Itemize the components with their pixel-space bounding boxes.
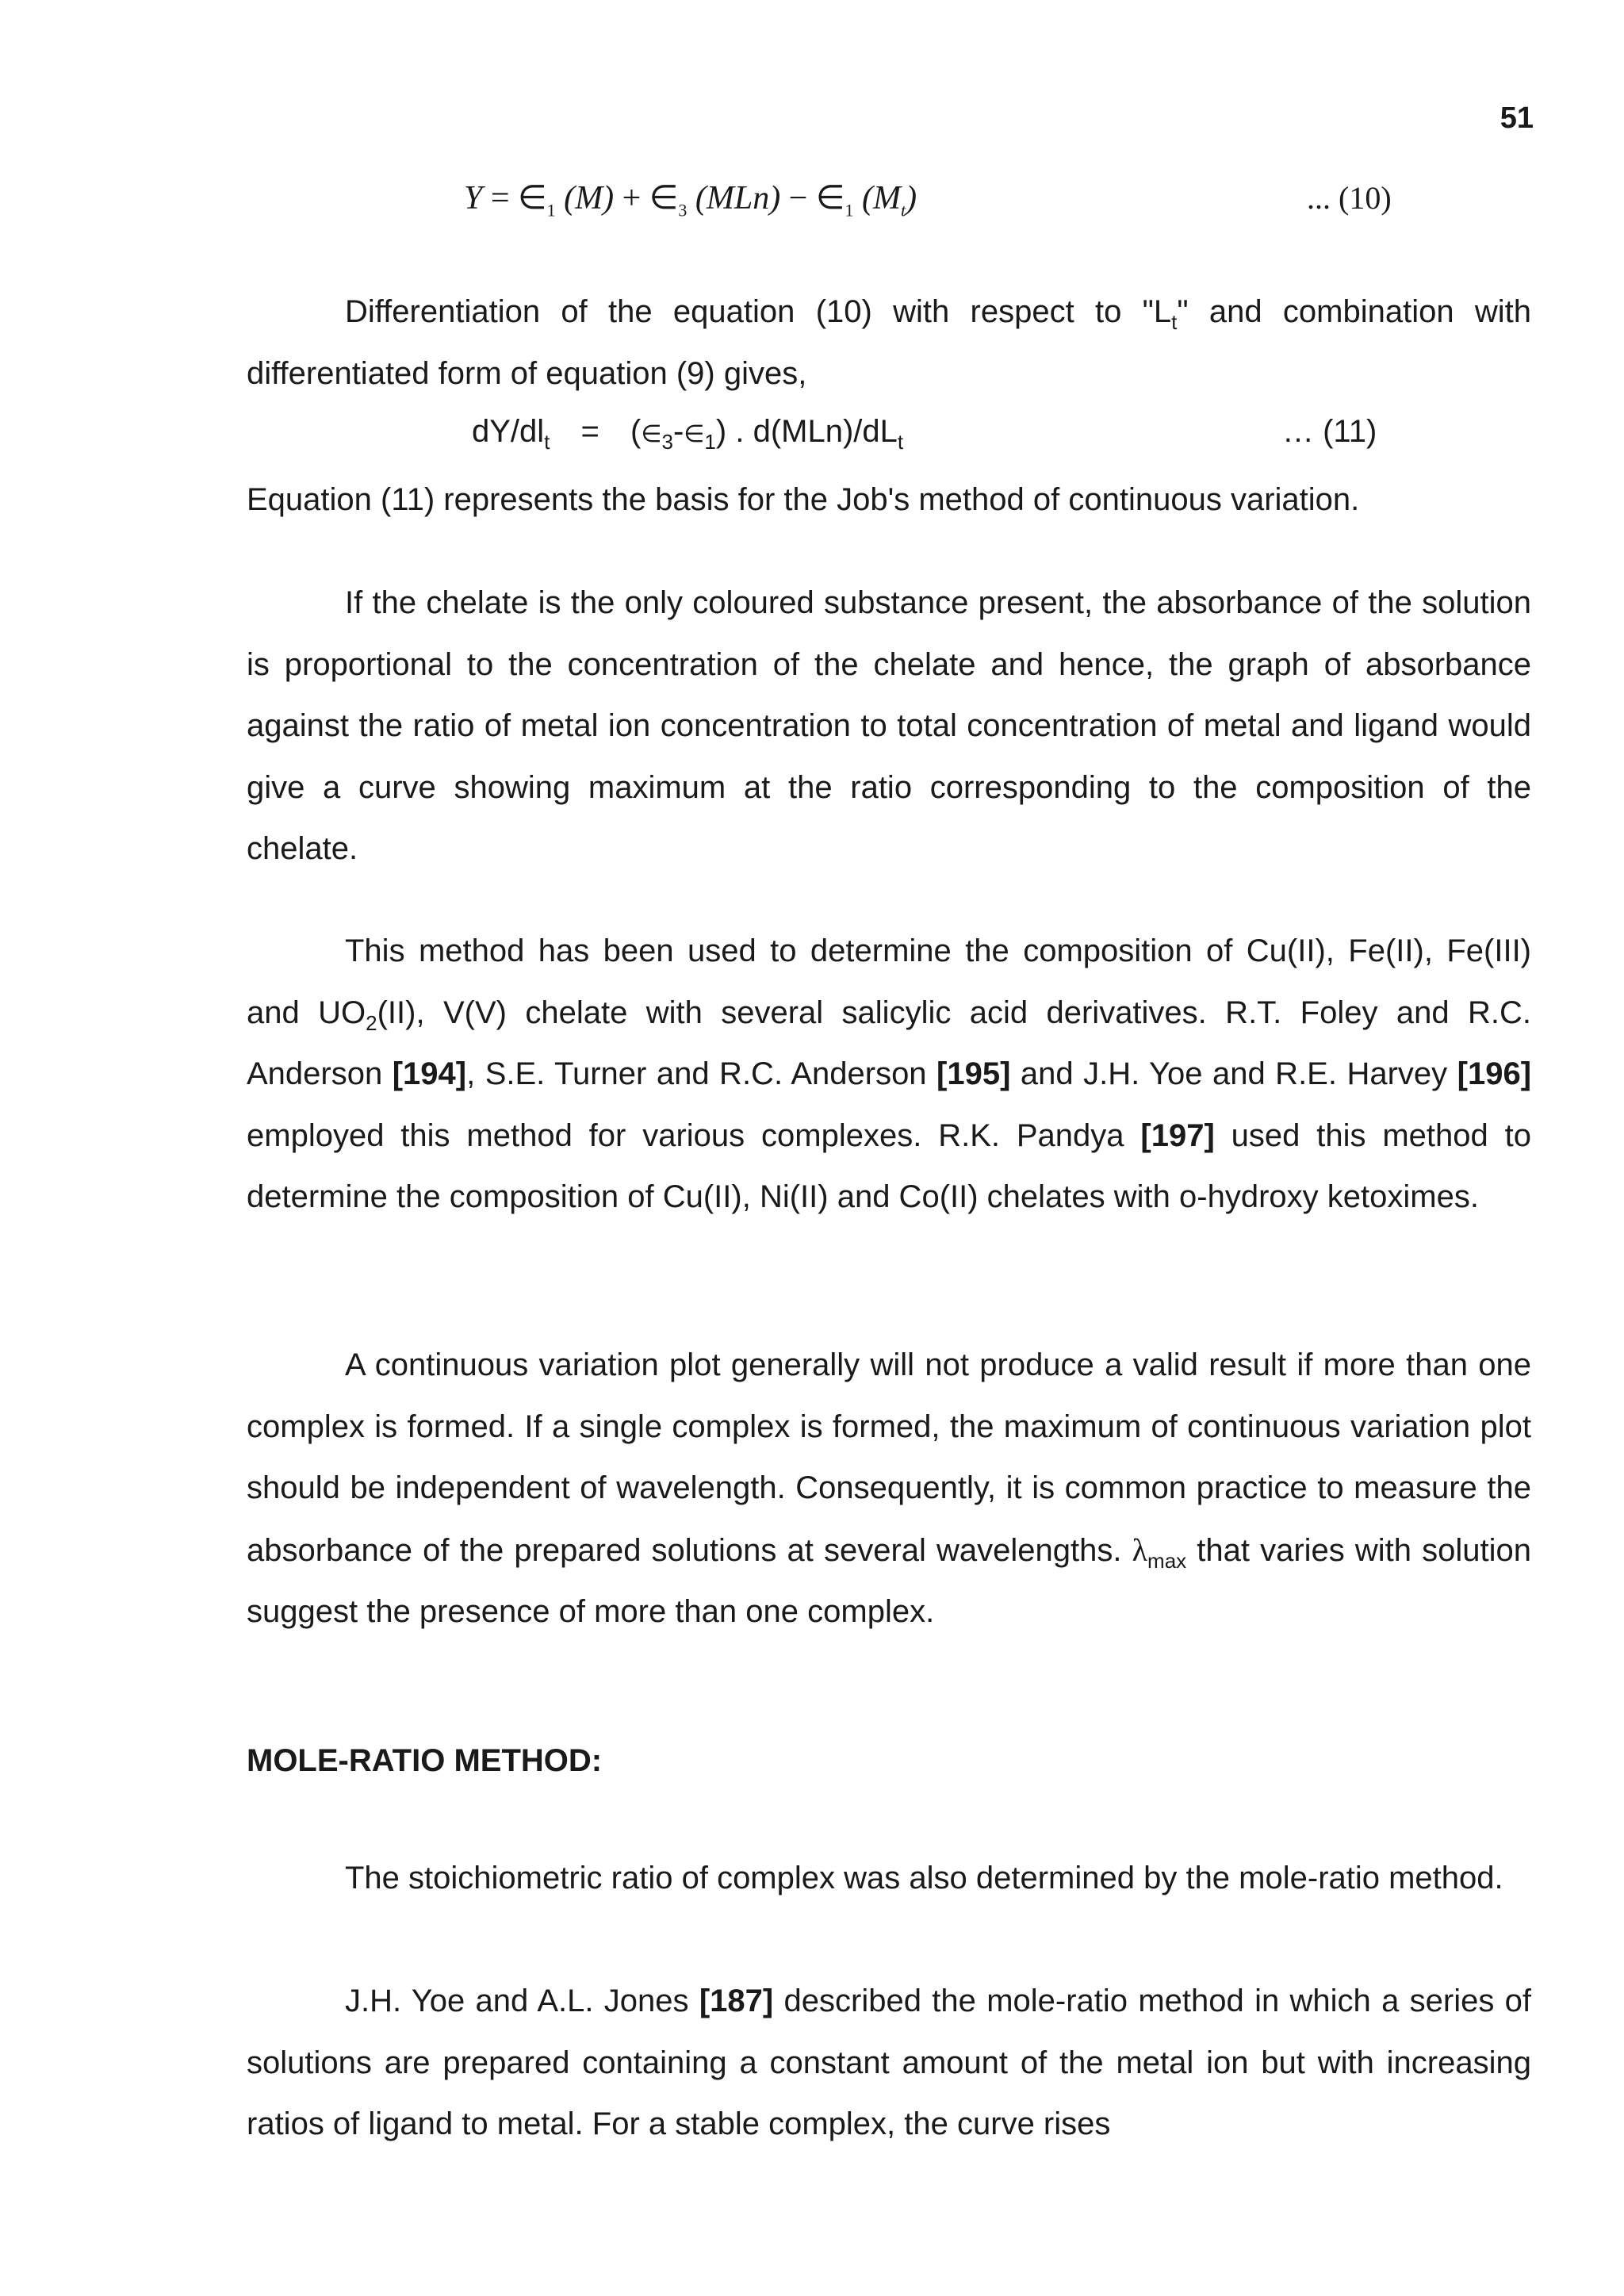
- p1-text-b: " and combination with differentiated form of equation (9) gives,: [247, 294, 1531, 391]
- p1-text-a: Differentiation of the equation (10) with respect to "L: [345, 294, 1172, 329]
- eq11-sub-1: 1: [704, 430, 716, 454]
- reference-194: [194]: [392, 1056, 467, 1091]
- p6-b: described the mole-ratio method in which a series of solutions are prepared containing a constant amount of the metal ion but with increasing ratios of ligand to metal. For a stable complex, the curve rises: [247, 1984, 1532, 2141]
- paragraph-chelate: [247, 573, 1531, 880]
- eq11-rest: . d(MLn)/dL: [735, 414, 898, 449]
- eq10-minus: −: [788, 180, 808, 217]
- p3-a: This method has been used to determine the composition of Cu(II), Fe(II), Fe(III) and UO: [247, 933, 1531, 1030]
- p3-d: and J.H. Yoe and R.E. Harvey: [1010, 1056, 1457, 1091]
- paragraph-differentiation: [247, 282, 1531, 404]
- equation-10: [464, 178, 917, 220]
- p1-sub-t: t: [1171, 310, 1178, 334]
- eq11-sub-3: 3: [661, 430, 673, 454]
- eq11-close: ): [715, 414, 727, 449]
- eq10-sub-1: 1: [546, 200, 556, 220]
- eq11-equals: =: [580, 414, 599, 449]
- eq11-sub-t2: t: [897, 430, 904, 454]
- p3-e: employed this method for various complexes. R.K. Pandya: [247, 1117, 1141, 1153]
- paragraph-differentiation-text: [247, 282, 1531, 404]
- eq11-sub-t: t: [544, 430, 550, 454]
- equation-10-number: ... (10): [1307, 180, 1392, 216]
- eq10-epsilon-3: ∈: [649, 180, 679, 217]
- eq10-sub-t: t: [900, 200, 906, 220]
- p3-f: used this method to determine the composition of Cu(II), Ni(II) and Co(II) chelates with o-hydroxy ketoximes.: [247, 1117, 1531, 1214]
- p3-b: (II), V(V) chelate with several salicylic acid derivatives. R.T. Foley and R.C. Anderson: [247, 995, 1531, 1091]
- paragraph-stoichiometric: [247, 1848, 1531, 1910]
- eq11-open: (: [630, 414, 642, 449]
- p6-a: J.H. Yoe and A.L. Jones: [345, 1984, 699, 2018]
- eq10-epsilon-1b: ∈: [815, 180, 845, 217]
- eq10-plus: +: [622, 180, 642, 217]
- page-number: 51: [1500, 102, 1534, 135]
- paragraph-method-usage-text: [247, 921, 1531, 1228]
- equation-11: [472, 414, 904, 454]
- paragraph-method-usage: [247, 921, 1531, 1228]
- eq10-term-mt-close: ): [906, 180, 917, 217]
- paragraph-equation-11: [247, 470, 1531, 531]
- p3-sub-2: 2: [366, 1010, 377, 1035]
- eq11-epsilon-3: ∈: [641, 420, 662, 448]
- eq10-epsilon-1: ∈: [518, 180, 547, 217]
- reference-196: [196]: [1457, 1056, 1532, 1091]
- paragraph-chelate-text: If the chelate is the only coloured substance present, the absorbance of the solution is proportional to the concentration of the chelate and hence, the graph of absorbance against the ratio of metal ion concentration to total concentration of metal and ligand would give a curve showing maximum at the ratio corresponding to the composition of the chelate.: [247, 585, 1531, 866]
- lambda-symbol: λ: [1132, 1531, 1148, 1568]
- eq10-lhs: Y: [464, 180, 483, 217]
- reference-197: [197]: [1140, 1117, 1215, 1153]
- paragraph-continuous-variation-text: [247, 1335, 1531, 1643]
- p4-a: A continuous variation plot generally will not produce a valid result if more than one complex is formed. If a single complex is formed, the maximum of continuous variation plot should be independent of wavelength. Consequently, it is common practice to measure the absorbance of the prepared solutions at several wavelengths.: [247, 1347, 1531, 1568]
- section-heading-mole-ratio: MOLE-RATIO METHOD:: [247, 1743, 603, 1778]
- lambda-max-sub: max: [1147, 1548, 1187, 1573]
- reference-187: [187]: [699, 1984, 774, 2018]
- paragraph-yoe-jones: [247, 1971, 1531, 2156]
- reference-195: [195]: [936, 1056, 1011, 1091]
- eq10-term-mt-open: (M: [862, 180, 901, 217]
- eq11-lhs: dY/dl: [472, 414, 545, 449]
- eq10-term-m: (M): [564, 180, 615, 217]
- equation-11-number: … (11): [1282, 414, 1377, 449]
- p4-b: that varies with solution suggest the presence of more than one complex.: [247, 1532, 1531, 1629]
- eq10-term-mln: (MLn): [695, 180, 781, 217]
- p3-c: , S.E. Turner and R.C. Anderson: [466, 1056, 937, 1091]
- eq10-sub-3: 3: [678, 200, 688, 220]
- eq11-dash: -: [672, 414, 684, 449]
- eq11-epsilon-1: ∈: [684, 420, 705, 448]
- paragraph-equation-11-text: Equation (11) represents the basis for the Job's method of continuous variation.: [247, 482, 1360, 517]
- paragraph-continuous-variation: [247, 1335, 1531, 1643]
- eq10-sub-1b: 1: [845, 200, 854, 220]
- eq10-equals: =: [490, 180, 510, 217]
- paragraph-stoichiometric-text: The stoichiometric ratio of complex was also determined by the mole-ratio method.: [345, 1861, 1503, 1895]
- paragraph-yoe-jones-text: [247, 1971, 1531, 2156]
